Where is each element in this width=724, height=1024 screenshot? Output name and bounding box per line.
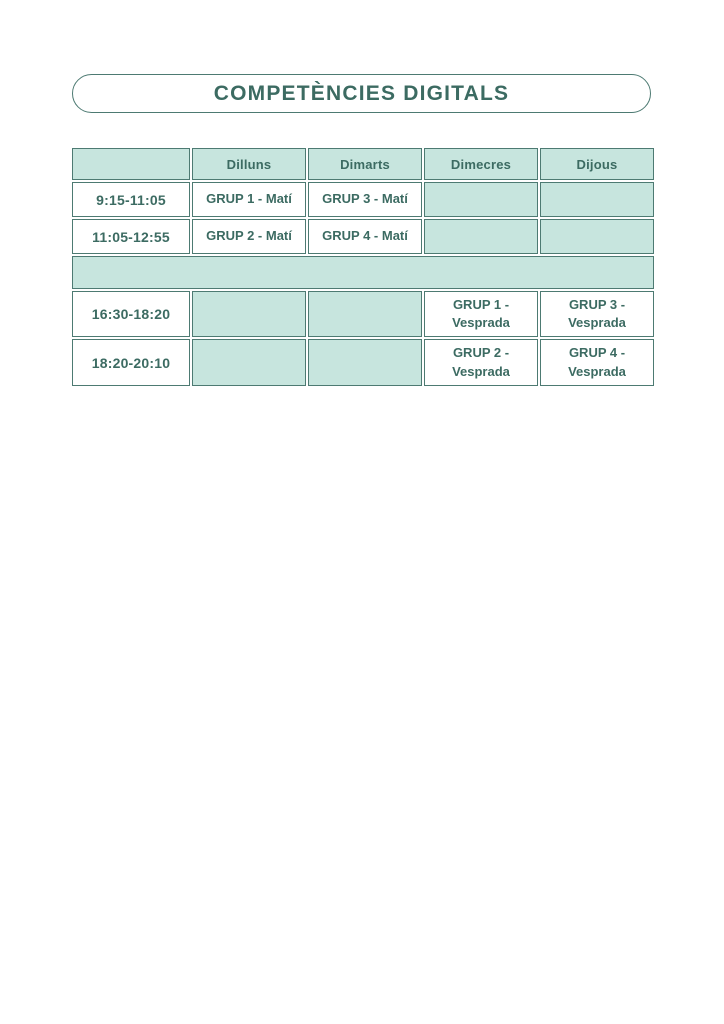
- session-cell: GRUP 4 - Vesprada: [540, 339, 654, 385]
- day-header-cell: Dimarts: [308, 148, 422, 180]
- time-cell: 16:30-18:20: [72, 291, 190, 337]
- time-cell: 18:20-20:10: [72, 339, 190, 385]
- time-cell: 9:15-11:05: [72, 182, 190, 217]
- title-banner: [72, 74, 651, 113]
- day-header-cell: Dilluns: [192, 148, 306, 180]
- timetable-row: [72, 182, 654, 217]
- corner-header-cell: [72, 148, 190, 180]
- session-cell: GRUP 3 - Matí: [308, 182, 422, 217]
- timetable-row: [72, 291, 654, 337]
- blocked-cell: [424, 219, 538, 254]
- blocked-cell: [540, 219, 654, 254]
- timetable-header-row: [72, 148, 654, 180]
- day-header-cell: Dimecres: [424, 148, 538, 180]
- timetable-row: [72, 219, 654, 254]
- blocked-cell: [424, 182, 538, 217]
- break-row: [72, 256, 654, 289]
- timetable-header: [72, 148, 654, 180]
- session-cell: GRUP 2 - Matí: [192, 219, 306, 254]
- blocked-cell: [192, 339, 306, 385]
- session-cell: GRUP 1 - Matí: [192, 182, 306, 217]
- session-cell: GRUP 4 - Matí: [308, 219, 422, 254]
- timetable-body: [72, 182, 654, 386]
- session-cell: GRUP 1 - Vesprada: [424, 291, 538, 337]
- time-cell: 11:05-12:55: [72, 219, 190, 254]
- session-cell: GRUP 2 - Vesprada: [424, 339, 538, 385]
- page-title: COMPETÈNCIES DIGITALS: [213, 81, 510, 105]
- session-cell: GRUP 3 - Vesprada: [540, 291, 654, 337]
- timetable: [70, 146, 656, 388]
- timetable-row: [72, 339, 654, 385]
- blocked-cell: [308, 291, 422, 337]
- blocked-cell: [540, 182, 654, 217]
- blocked-cell: [192, 291, 306, 337]
- break-row-cell: [72, 256, 654, 289]
- day-header-cell: Dijous: [540, 148, 654, 180]
- blocked-cell: [308, 339, 422, 385]
